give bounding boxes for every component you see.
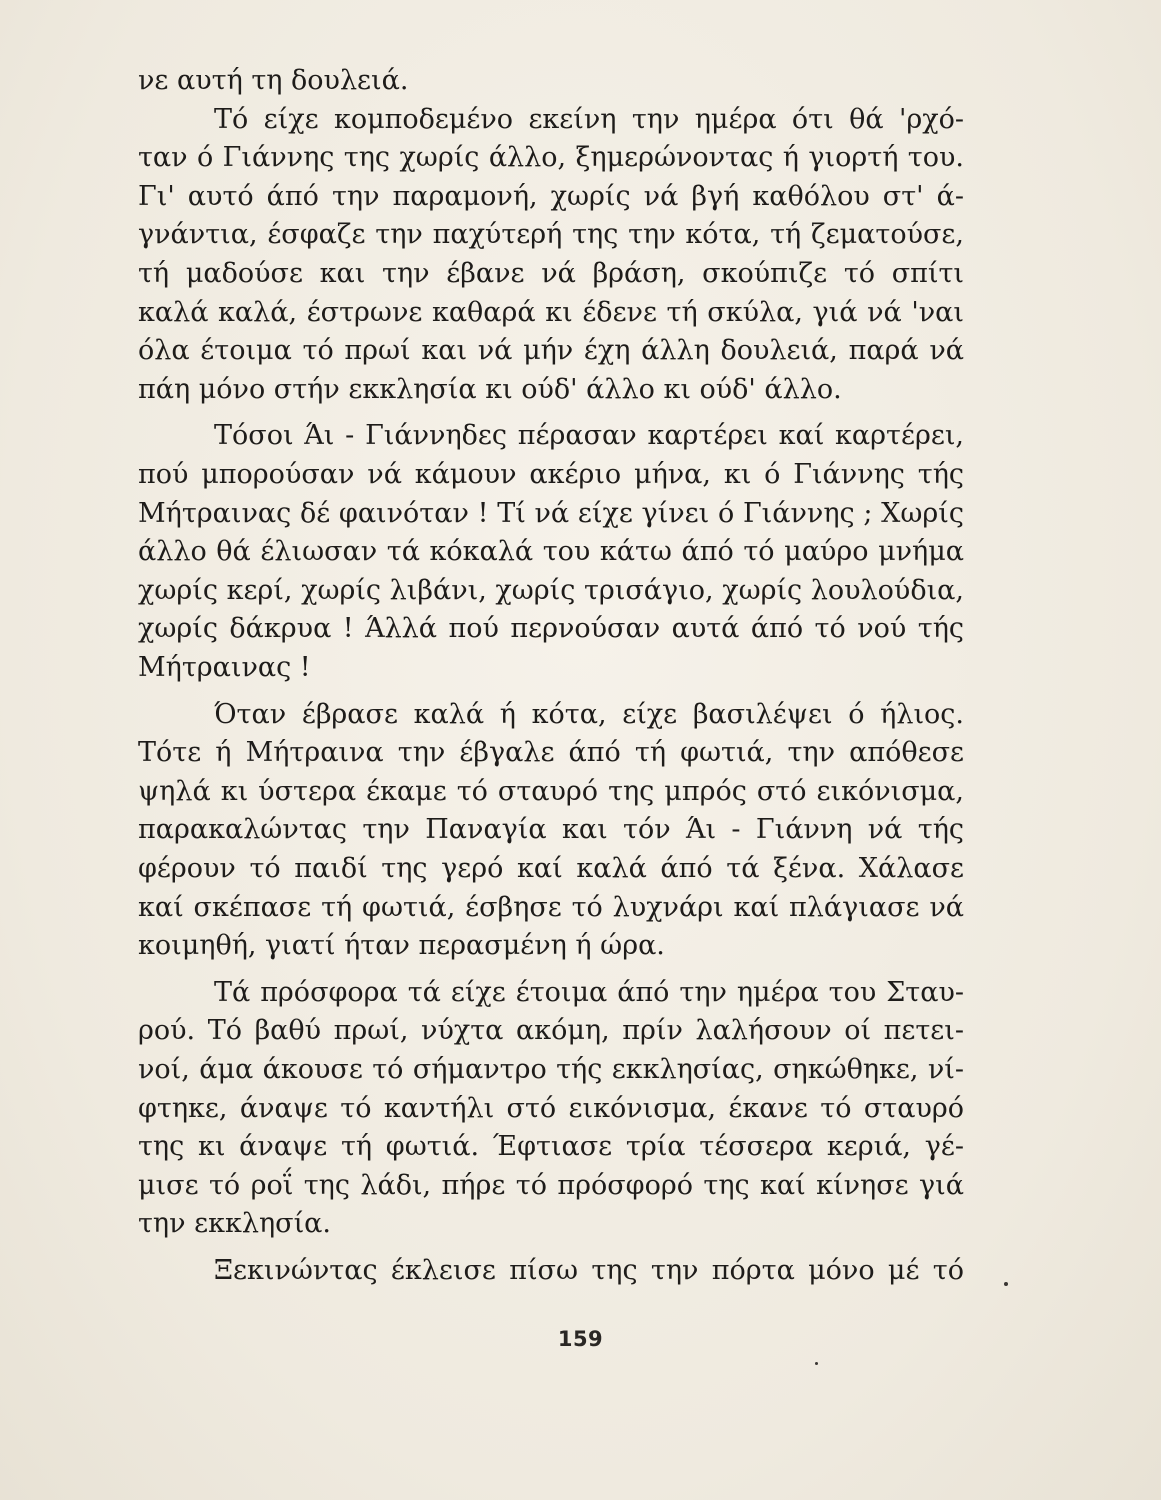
- text-line: κοιμηθή, γιατί ήταν περασμένη ή ώρα.: [138, 930, 665, 962]
- text-line: χωρίς κερί, χωρίς λιβάνι, χωρίς τρισάγιο, χωρίς λουλούδια,: [138, 574, 964, 606]
- text-line: χωρίς δάκρυα ! Άλλά πού περνούσαν αυτά άπό τό νού τής: [138, 613, 964, 645]
- ink-speck: [1004, 1282, 1008, 1286]
- text-line: τή μαδούσε και την έβανε νά βράση, σκούπιζε τό σπίτι: [138, 258, 964, 289]
- text-line: γνάντια, έσφαζε την παχύτερή της την κότα, τή ζεματούσε,: [138, 219, 964, 251]
- text-line: ταν ό Γιάννης της χωρίς άλλο, ξημερώνοντας ή γιορτή του.: [138, 142, 964, 174]
- text-line: φέρουν τό παιδί της γερό καί καλά άπό τά ξένα. Χάλασε: [138, 853, 964, 884]
- text-line: νοί, άμα άκουσε τό σήμαντρο τής εκκλησίας, σηκώθηκε, νί-: [138, 1054, 964, 1085]
- text-line: Ξεκινώντας έκλεισε πίσω της την πόρτα μόνο μέ τό: [214, 1255, 964, 1286]
- text-line: την εκκλησία.: [138, 1208, 331, 1240]
- text-line: Τά πρόσφορα τά είχε έτοιμα άπό την ημέρα του Σταυ-: [214, 976, 964, 1008]
- text-line: παρακαλώντας την Παναγία και τόν Άι - Γιάννη νά τής: [138, 814, 964, 846]
- text-line: πού μπορούσαν νά κάμουν ακέριο μήνα, κι ό Γιάννης τής: [138, 459, 964, 490]
- text-line: πάη μόνο στήν εκκλησία κι ούδ' άλλο κι ούδ' άλλο.: [138, 373, 842, 405]
- text-line: ρού. Τό βαθύ πρωί, νύχτα ακόμη, πρίν λαλήσουν οί πετει-: [138, 1015, 964, 1047]
- text-line: νε αυτή τη δουλειά.: [138, 65, 409, 96]
- text-line: ψηλά κι ύστερα έκαμε τό σταυρό της μπρός στό εικόνισμα,: [138, 775, 964, 807]
- text-line: όλα έτοιμα τό πρωί και νά μήν έχη άλλη δουλειά, παρά νά: [138, 335, 964, 367]
- text-line: καί σκέπασε τή φωτιά, έσβησε τό λυχνάρι καί πλάγιασε νά: [138, 891, 964, 923]
- text-line: Γι' αυτό άπό την παραμονή, χωρίς νά βγή καθόλου στ' ά-: [138, 180, 964, 212]
- text-line: μισε τό ροΐ της λάδι, πήρε τό πρόσφορό της καί κίνησε γιά: [138, 1169, 964, 1201]
- ink-speck: [815, 1362, 818, 1365]
- text-line: άλλο θά έλιωσαν τά κόκαλά του κάτω άπό τό μαύρο μνήμα: [138, 536, 964, 568]
- text-line: της κι άναψε τή φωτιά. Έφτιασε τρία τέσσερα κεριά, γέ-: [138, 1131, 964, 1163]
- page-number: 159: [557, 1327, 604, 1351]
- text-line: Τότε ή Μήτραινα την έβγαλε άπό τή φωτιά, την απόθεσε: [138, 737, 964, 769]
- text-line: Όταν έβρασε καλά ή κότα, είχε βασιλέψει ό ήλιος.: [214, 698, 964, 730]
- text-line: Τό είχε κομποδεμένο εκείνη την ημέρα ότι θά 'ρχό-: [214, 103, 964, 135]
- text-line: Τόσοι Άι - Γιάννηδες πέρασαν καρτέρει καί καρτέρει,: [214, 420, 964, 452]
- text-line: καλά καλά, έστρωνε καθαρά κι έδενε τή σκύλα, γιά νά 'ναι: [138, 296, 964, 328]
- text-line: Μήτραινας !: [138, 652, 311, 683]
- text-line: φτηκε, άναψε τό καντήλι στό εικόνισμα, έκανε τό σταυρό: [138, 1092, 964, 1124]
- text-line: Μήτραινας δέ φαινόταν ! Τί νά είχε γίνει ό Γιάννης ; Χωρίς: [138, 497, 964, 529]
